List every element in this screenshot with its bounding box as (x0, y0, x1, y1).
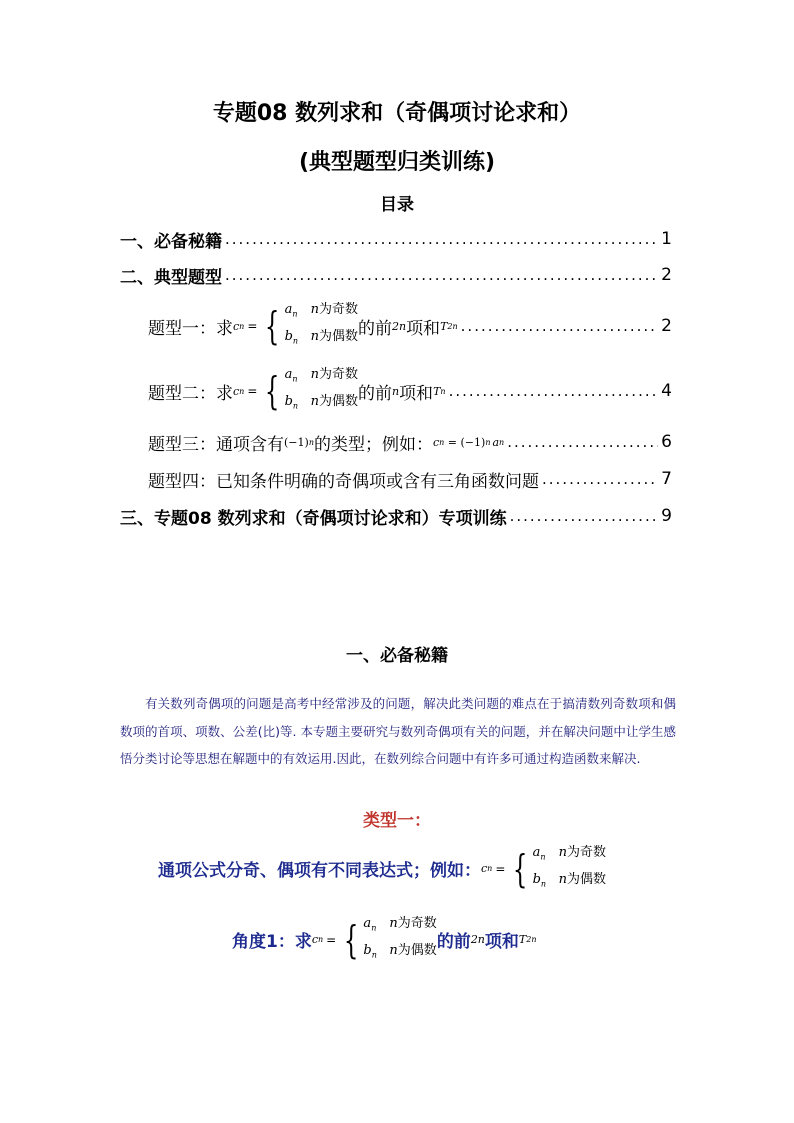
toc-page-number: 9 (661, 506, 672, 526)
toc-heading: 目录 (380, 195, 414, 215)
toc-item-label: 题型三：通项含有 (148, 434, 284, 455)
toc-item-6[interactable] (148, 464, 672, 494)
toc-leader-dots (225, 266, 658, 284)
type-heading: 类型一： (363, 811, 431, 831)
toc-page-number: 4 (661, 381, 672, 401)
angle1-heading: 角度1：求 c n = { $a_n$ n为奇数 $b_n$ n为偶数 的前 2n 项和 T 2n (232, 913, 537, 966)
toc-item-label: 一、必备秘籍 (120, 231, 222, 252)
toc-item-label: 二、典型题型 (120, 267, 222, 288)
document-title: 专题08 数列求和（奇偶项讨论求和） (212, 101, 582, 126)
toc-page-number: 2 (661, 265, 672, 285)
toc-page-number: 1 (661, 229, 672, 249)
piecewise-formula: c n = { $a_n$ n为奇数 $b_n$ n为偶数 (233, 367, 358, 413)
toc-leader-dots (507, 433, 658, 451)
toc-item-label: 三、专题08 数列求和（奇偶项讨论求和）专项训练 (120, 508, 507, 529)
toc-page-number: 7 (661, 469, 672, 489)
toc-page-number: 6 (661, 432, 672, 452)
toc-item-4[interactable]: 题型二：求 c n = { $a_n$ n为奇数 $b_n$ n为偶数 的前 n 项和 T n ..... 4 (148, 368, 672, 414)
toc-item-label: 题型四：已知条件明确的奇偶项或含有三角函数问题 (148, 471, 539, 492)
toc-leader-dots (225, 230, 658, 248)
piecewise-formula: c n = { $a_n$ n为奇数 $b_n$ n为偶数 (311, 916, 437, 962)
toc-item-label: 题型一：求 (148, 318, 233, 339)
toc-item-5[interactable]: 题型三：通项含有 (−1) n 的类型；例如： c n = (−1) n a n ..... 6 (148, 427, 672, 457)
toc-item-label: 题型二：求 (148, 383, 233, 404)
toc-page-number: 2 (661, 316, 672, 336)
toc-item-2[interactable] (120, 260, 672, 290)
toc-item-7[interactable] (120, 501, 672, 531)
document-subtitle: (典型题型归类训练) (298, 150, 496, 175)
toc-item-3[interactable]: 题型一：求 c n = { $a_n$ n为奇数 $b_n$ n为偶数 的前 2n 项和 T 2n ..... 2 (148, 303, 672, 349)
toc-leader-dots (510, 507, 659, 525)
section-paragraph: 有关数列奇偶项的问题是高考中经常涉及的问题，解决此类问题的难点在于搞清数列奇数项和偶数项的首项、项数、公差(比)等. 本专题主要研究与数列奇偶项有关的问题，并在解决问题中让学生感悟分类讨论等思想在解题中的有效运用.因此，在数列综合问题中有许多可通过构造函数来解决. (120, 696, 676, 766)
section-heading: 一、必备秘籍 (346, 646, 448, 666)
type1-description: 通项公式分奇、偶项有不同表达式；例如： c n = { $a_n$ n为奇数 $b_n$ n为偶数 (158, 842, 606, 895)
toc-leader-dots (449, 382, 659, 400)
piecewise-formula: c n = { $a_n$ n为奇数 $b_n$ n为偶数 (481, 845, 606, 891)
toc-leader-dots (542, 470, 658, 488)
toc-item-1[interactable] (120, 224, 672, 254)
toc-leader-dots (461, 317, 659, 335)
piecewise-formula: c n = { $a_n$ n为奇数 $b_n$ n为偶数 (233, 302, 358, 348)
